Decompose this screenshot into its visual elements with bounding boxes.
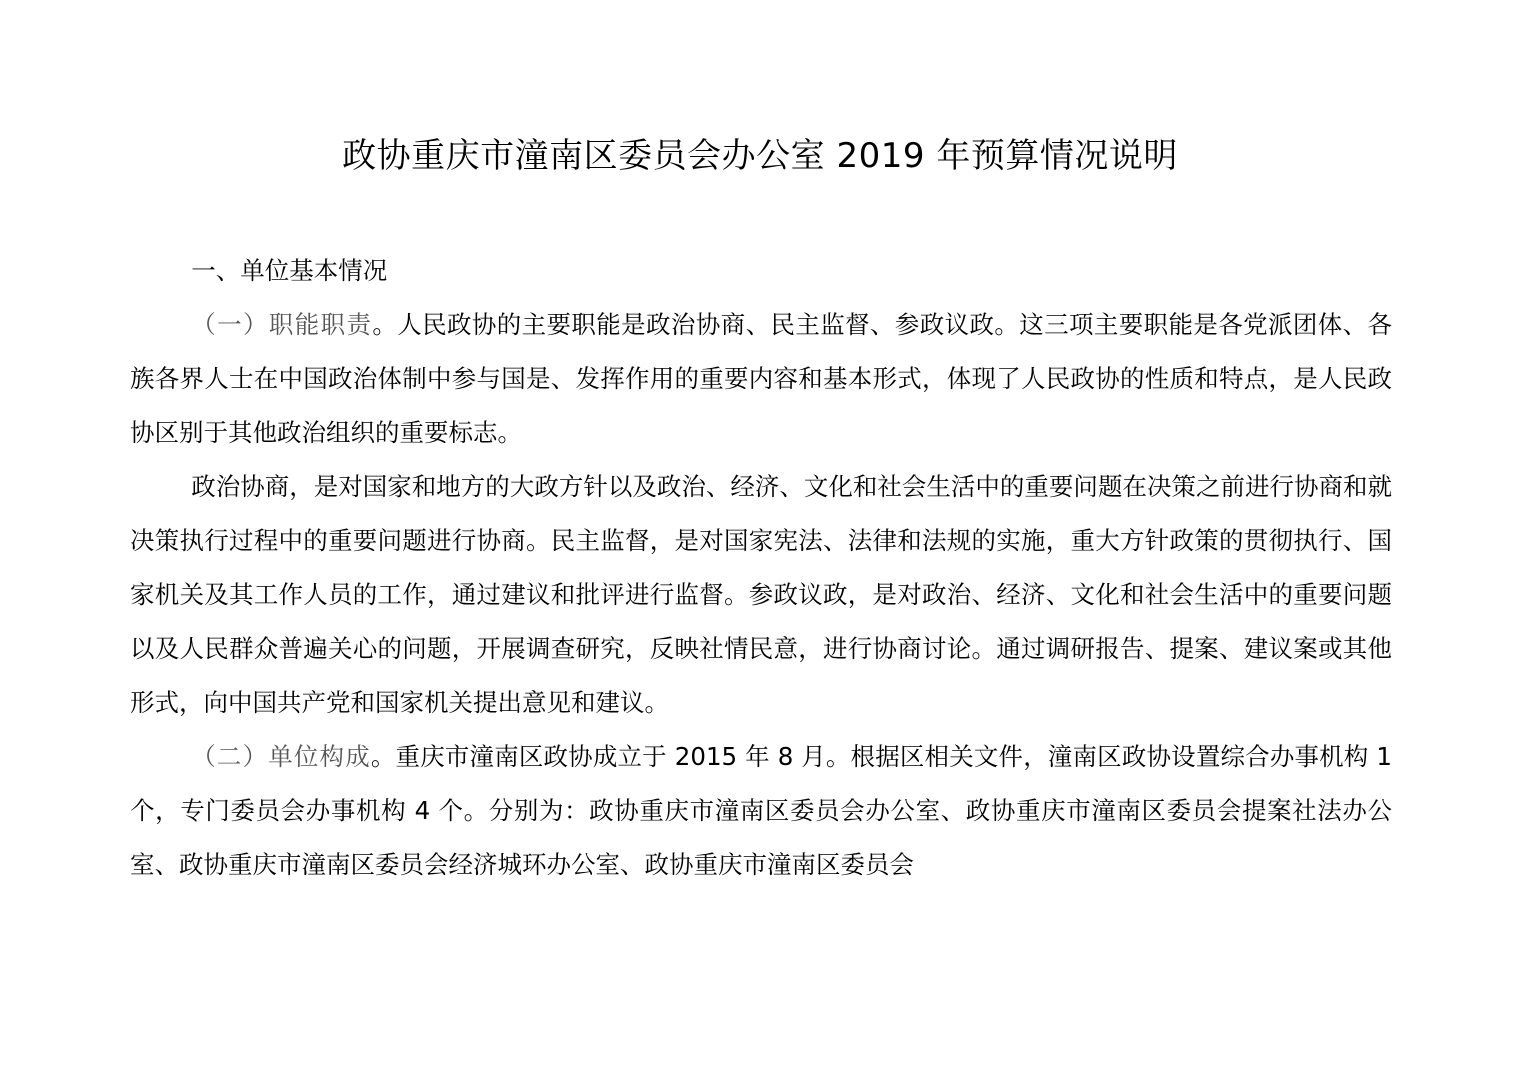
document-body [130, 244, 1392, 892]
paragraph-functions-text: 。人民政协的主要职能是政治协商、民主监督、参政议政。这三项主要职能是各党派团体、各族各界人士在中国政治体制中参与国是、发挥作用的重要内容和基本形式，体现了人民政协的性质和特点，是人民政协区别于其他政治组织的重要标志。 [130, 310, 1393, 447]
subsection-label-functions: （一）职能职责 [191, 310, 373, 339]
paragraph-functions [130, 298, 1392, 460]
subsection-label-composition: （二）单位构成 [191, 742, 371, 771]
paragraph-composition-text: 。重庆市潼南区政协成立于 2015 年 8 月。根据区相关文件，潼南区政协设置综合办事机构 1 个，专门委员会办事机构 4 个。分别为：政协重庆市潼南区委员会办公室、政协重庆市潼南区委员会提案社法办公室、政协重庆市潼南区委员会经济城环办公室、政协重庆市潼南区委员会 [130, 742, 1392, 879]
document-title: 政协重庆市潼南区委员会办公室 2019 年预算情况说明 [342, 136, 1178, 176]
paragraph-political-consultation: 政治协商，是对国家和地方的大政方针以及政治、经济、文化和社会生活中的重要问题在决策之前进行协商和就决策执行过程中的重要问题进行协商。民主监督，是对国家宪法、法律和法规的实施，重大方针政策的贯彻执行、国家机关及其工作人员的工作，通过建议和批评进行监督。参政议政，是对政治、经济、文化和社会生活中的重要问题以及人民群众普遍关心的问题，开展调查研究，反映社情民意，进行协商讨论。通过调研报告、提案、建议案或其他形式，向中国共产党和国家机关提出意见和建议。 [130, 472, 1392, 717]
paragraph-unit-composition [130, 730, 1392, 892]
section-heading: 一、单位基本情况 [191, 256, 388, 285]
